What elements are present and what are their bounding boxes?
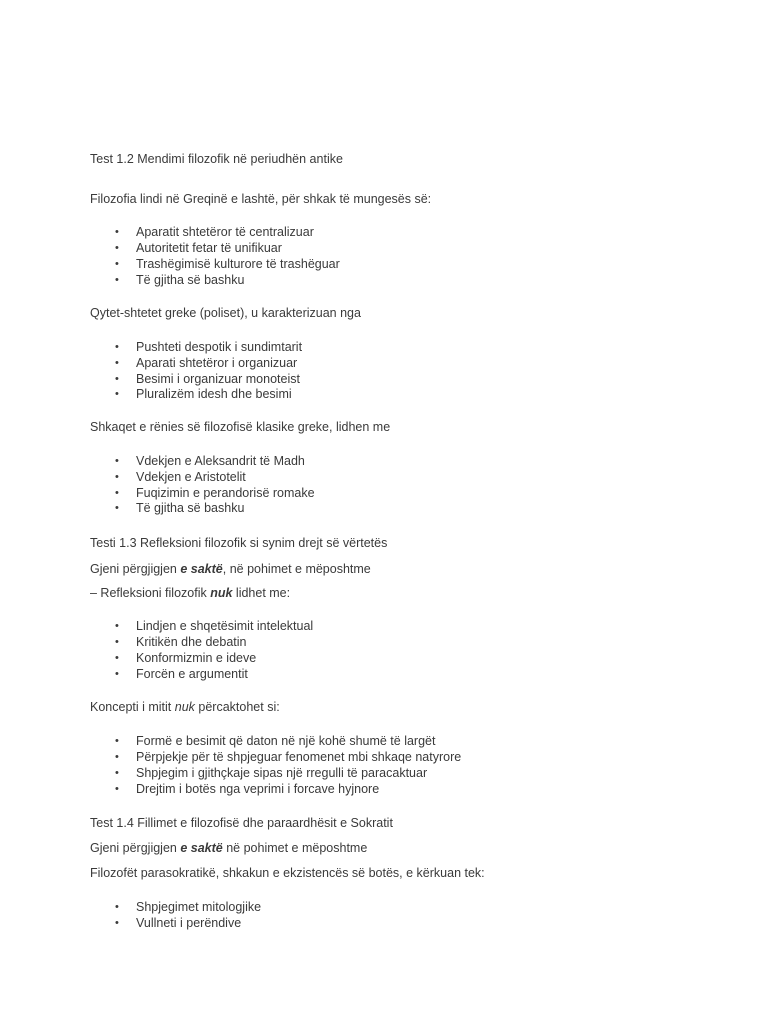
question-1-text: Filozofia lindi në Greqinë e lashtë, për shkak të mungesës së: <box>90 192 432 206</box>
list-item: • Shpjegimet mitologjike <box>136 899 261 915</box>
list-item: • Të gjitha së bashku <box>136 272 244 288</box>
list-item: • Besimi i organizuar monoteist <box>136 371 300 387</box>
instruction-text: , në pohimet e mëposhtme <box>222 562 371 576</box>
list-item: • Aparatit shtetëror të centralizuar <box>136 224 314 240</box>
emphasis-text: e saktë <box>180 562 223 576</box>
emphasis-text: nuk <box>210 586 233 600</box>
question-part: përcaktohet si: <box>194 700 280 714</box>
instruction-line <box>90 561 371 577</box>
instruction-line <box>90 840 367 856</box>
list-item: • Vdekjen e Aleksandrit të Madh <box>136 453 305 469</box>
list-item: • Drejtim i botës nga veprimi i forcave hyjnore <box>136 781 379 797</box>
test-1-3-title: Testi 1.3 Refleksioni filozofik si synim drejt së vërtetës <box>90 536 388 550</box>
list-item: • Formë e besimit që daton në një kohë shumë të largët <box>136 733 435 749</box>
list-item: • Përpjekje për të shpjeguar fenomenet mbi shkaqe natyrore <box>136 749 461 765</box>
question-part: – Refleksioni filozofik <box>90 586 211 600</box>
list-item: • Shpjegim i gjithçkaje sipas një rregulli të paracaktuar <box>136 765 427 781</box>
emphasis-text: e saktë <box>180 841 223 855</box>
question-part: Koncepti i mitit <box>90 700 175 714</box>
question-text: Filozofët parasokratikë, shkakun e ekzistencës së botës, e kërkuan tek: <box>90 866 485 880</box>
list-item: • Vdekjen e Aristotelit <box>136 469 246 485</box>
list-item: • Autoritetit fetar të unifikuar <box>136 240 282 256</box>
question-text <box>90 585 290 601</box>
list-item: • Pushteti despotik i sundimtarit <box>136 339 302 355</box>
question-text <box>90 699 280 715</box>
list-item: • Aparati shtetëror i organizuar <box>136 355 297 371</box>
question-3-text: Shkaqet e rënies së filozofisë klasike greke, lidhen me <box>90 420 391 434</box>
list-item: • Trashëgimisë kulturore të trashëguar <box>136 256 340 272</box>
emphasis-text: nuk <box>174 700 195 714</box>
instruction-text: në pohimet e mëposhtme <box>222 841 368 855</box>
question-part: lidhet me: <box>232 586 291 600</box>
list-item: • Forcën e argumentit <box>136 666 248 682</box>
test-1-4-title: Test 1.4 Fillimet e filozofisë dhe paraardhësit e Sokratit <box>90 816 393 830</box>
list-item: • Kritikën dhe debatin <box>136 634 247 650</box>
list-item: • Fuqizimin e perandorisë romake <box>136 485 315 501</box>
instruction-text: Gjeni përgjigjen <box>90 562 181 576</box>
list-item: • Vullneti i perëndive <box>136 915 241 931</box>
list-item: • Lindjen e shqetësimit intelektual <box>136 618 313 634</box>
test-1-2-title: Test 1.2 Mendimi filozofik në periudhën antike <box>90 152 343 166</box>
list-item: • Konformizmin e ideve <box>136 650 256 666</box>
instruction-text: Gjeni përgjigjen <box>90 841 181 855</box>
list-item: • Të gjitha së bashku <box>136 500 244 516</box>
question-2-text: Qytet-shtetet greke (poliset), u karakterizuan nga <box>90 306 361 320</box>
list-item: • Pluralizëm idesh dhe besimi <box>136 386 292 402</box>
